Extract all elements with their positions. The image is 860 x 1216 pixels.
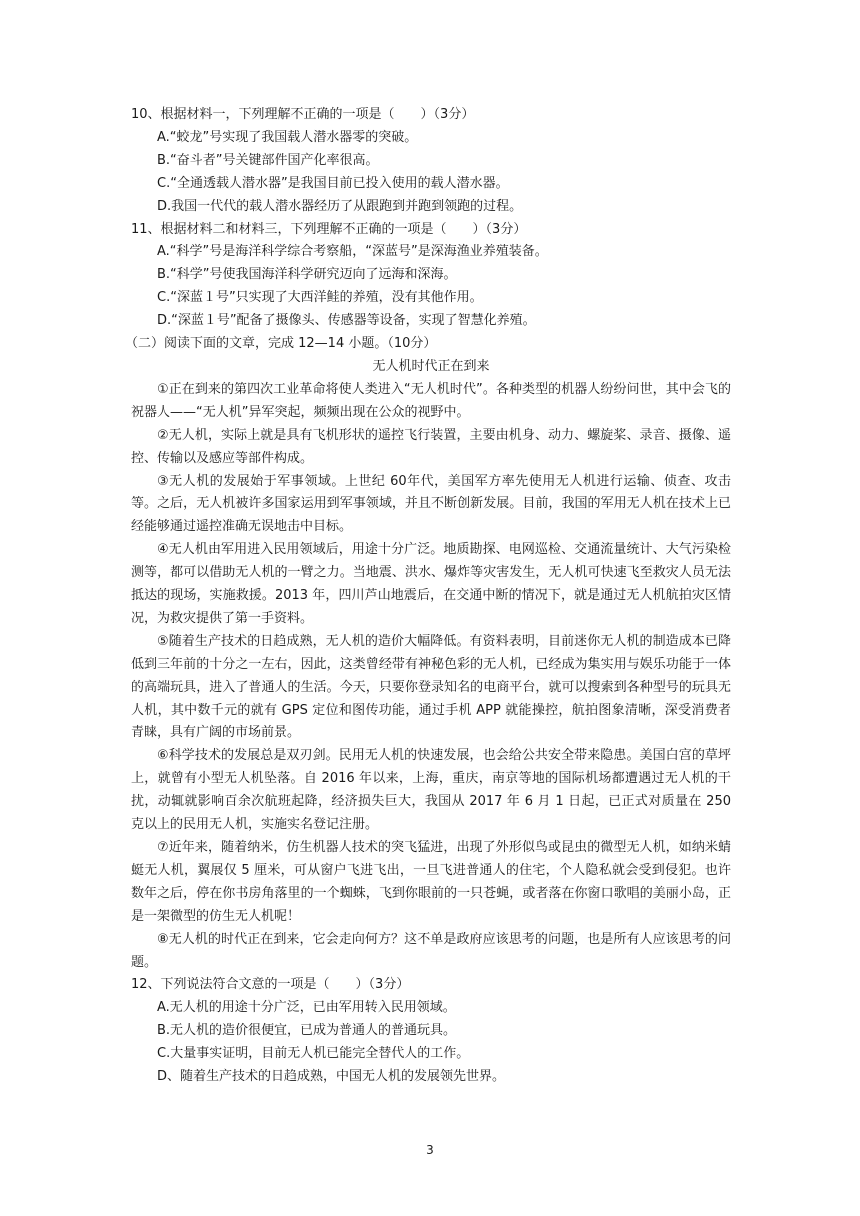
page-content [125, 104, 731, 1089]
question-stem: 12、下列说法符合文意的一项是（ ）（3分） [131, 977, 410, 993]
paragraph-3: ③无人机的发展始于军事领域。上世纪 60年代，美国军方率先使用无人机进行运输、侦查、攻击等。之后，无人机被许多国家运用到军事领域，并且不断创新发展。目前，我国的军用无人机在技术上已经能够通过遥控准确无误地击中目标。 [131, 473, 731, 535]
option-a: A.“蛟龙”号实现了我国载人潜水器零的突破。 [157, 129, 418, 145]
paragraph-7: ⑦近年来，随着纳米，仿生机器人技术的突飞猛进，出现了外形似鸟或昆虫的微型无人机，如纳米蜻蜓无人机，翼展仅 5 厘米，可从窗户飞进飞出，一旦飞进普通人的住宅，个人隐私就会受到侵犯。也许数年之后，停在你书房角落里的一个蜘蛛，飞到你眼前的一只苍蝇，或者落在你窗口歌唱的美丽小岛，正是一架微型的仿生无人机呢！ [131, 840, 731, 924]
paragraph-4: ④无人机由军用进入民用领域后，用途十分广泛。地质勘探、电网巡检、交通流量统计、大气污染检测等，都可以借助无人机的一臂之力。当地震、洪水、爆炸等灾害发生，无人机可快速飞至救灾人员无法抵达的现场，实施救援。2013 年，四川芦山地震后，在交通中断的情况下，就是通过无人机航拍灾区情况，为救灾提供了第一手资料。 [131, 542, 731, 626]
question-11 [131, 219, 731, 334]
option-d: D.我国一代代的载人潜水器经历了从跟跑到并跑到领跑的过程。 [157, 198, 523, 214]
option-b: B.无人机的造价很便宜，已成为普通人的普通玩具。 [157, 1023, 457, 1039]
option-a: A.“科学”号是海洋科学综合考察船，“深蓝号”是深海渔业养殖装备。 [157, 244, 548, 260]
paragraph-1: ①正在到来的第四次工业革命将使人类进入“无人机时代”。各种类型的机器人纷纷问世，其中会飞的祝器人——“无人机”异军突起，频频出现在公众的视野中。 [131, 381, 731, 420]
question-stem: 11、根据材料二和材料三，下列理解不正确的一项是（ ）（3分） [131, 221, 527, 237]
option-a: A.无人机的用途十分广泛，已由军用转入民用领域。 [157, 1000, 456, 1016]
section-heading: （二）阅读下面的文章，完成 12—14 小题。（10分） [125, 336, 437, 352]
paragraph-8: ⑧无人机的时代正在到来，它会走向何方？这不单是政府应该思考的问题，也是所有人应该思考的问题。 [131, 931, 731, 970]
option-c: C.“深蓝１号”只实现了大西洋鲑的养殖，没有其他作用。 [157, 290, 483, 306]
article-title: 无人机时代正在到来 [372, 358, 490, 374]
option-c: C.大量事实证明，目前无人机已能完全替代人的工作。 [157, 1046, 470, 1062]
question-12 [131, 974, 731, 1089]
paragraph-2: ②无人机，实际上就是具有飞机形状的遥控飞行装置，主要由机身、动力、螺旋桨、录音、摄像、遥控、传输以及感应等部件构成。 [131, 427, 731, 466]
option-b: B.“奋斗者”号关键部件国产化率很高。 [157, 152, 379, 168]
question-stem: 10、根据材料一，下列理解不正确的一项是（ ）（3分） [131, 107, 475, 122]
paragraph-6: ⑥科学技术的发展总是双刃剑。民用无人机的快速发展，也会给公共安全带来隐患。美国白宫的草坪上，就曾有小型无人机坠落。自 2016 年以来，上海，重庆，南京等地的国际机场都遭遇过无人机的干扰，动辄就影响百余次航班起降，经济损失巨大，我国从 2017 年 6 月 1 日起，已正式对质量在 250 克以上的民用无人机，实施实名登记注册。 [131, 748, 731, 833]
paragraph-5: ⑤随着生产技术的日趋成熟，无人机的造价大幅降低。有资料表明，目前迷你无人机的制造成本已降低到三年前的十分之一左右，因此，这类曾经带有神秘色彩的无人机，已经成为集实用与娱乐功能于一体的高端玩具，进入了普通人的生活。今天，只要你登录知名的电商平台，就可以搜索到各种型号的玩具无人机，其中数千元的就有 GPS 定位和图传功能，通过手机 APP 就能操控，航拍图象清晰，深受消费者青睐，具有广阔的市场前景。 [131, 633, 731, 741]
option-b: B.“科学”号使我国海洋科学研究迈向了远海和深海。 [157, 267, 457, 283]
option-c: C.“全通透载人潜水器”是我国目前已投入使用的载人潜水器。 [157, 175, 509, 191]
option-d: D.“深蓝１号”配备了摄像头、传感器等设备，实现了智慧化养殖。 [157, 313, 536, 329]
option-d: D、随着生产技术的日趋成熟，中国无人机的发展领先世界。 [157, 1069, 506, 1085]
question-10 [131, 104, 731, 219]
article-body [131, 379, 731, 975]
page-number: 3 [426, 1143, 434, 1157]
